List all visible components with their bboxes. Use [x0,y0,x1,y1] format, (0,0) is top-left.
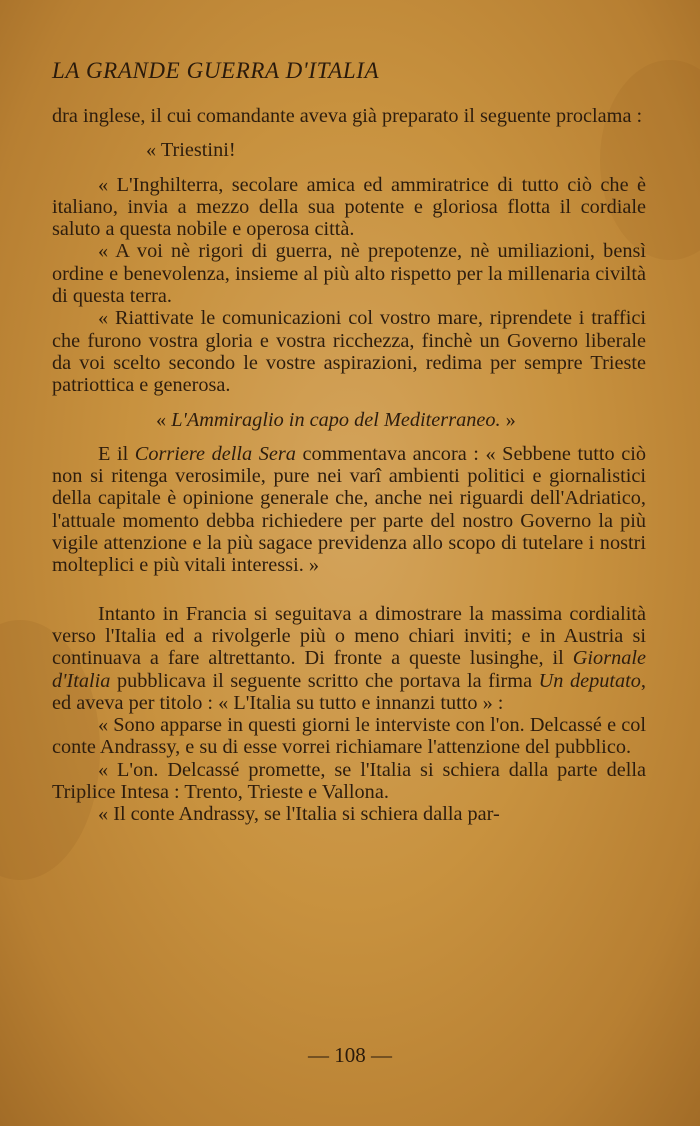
text-run: Intanto in Francia si seguitava a dimostrare la massima cordialità verso l'Italia ed a rivolgerle più o meno chiari inviti; e in Austria si continuava a fare altrettanto. Di fronte a queste lusinghe, il [52,602,646,670]
paragraph: « Sono apparse in questi giorni le interviste con l'on. Delcassé e col conte Andrassy, e su di esse vorrei richiamare l'attenzione del pubblico. [52,714,646,759]
newspaper-name: Corriere della Sera [134,442,296,465]
text-run: pubblicava il seguente scritto che portava la firma [110,669,539,692]
newspaper-name: Giornale d'Italia [52,647,646,692]
paragraph: « Riattivate le comunicazioni col vostro mare, riprendete i traffici che furono vostra gloria e vostra ricchezza, finchè un Governo liberale da voi scelto secondo le vostre aspirazioni, redima per sempre Trieste patriottica e generosa. [52,307,646,397]
paragraph: « Il conte Andrassy, se l'Italia si schiera dalla par- [98,803,500,826]
paragraph: « A voi nè rigori di guerra, nè prepotenze, nè umiliazioni, bensì ordine e benevolenza, insieme al più alto rispetto per la millenaria civiltà di questa terra. [52,240,646,308]
paragraph: dra inglese, il cui comandante aveva già preparato il seguente proclama : [52,105,643,127]
text-run: commentava ancora : « Sebbene tutto ciò non si ritenga verosimile, pure nei varî ambienti politici e giornalistici della capitale è opinione generale che, anche nei riguardi dell'Adriatico, l'attuale momento debba richiedere per parte del nostro Governo la più vigile attenzione e la più sagace previdenza allo scopo di tutelare i nostri molteplici e più vitali interessi. » [52,442,646,577]
paragraph [52,443,646,577]
signature-line [52,409,646,431]
salutation: « Triestini! [146,139,236,162]
paragraph [52,603,646,714]
text-run: E il [98,442,135,465]
signature-text: L'Ammiraglio in capo del Mediterraneo. [171,408,501,431]
quote-open: « [156,408,172,431]
page-body [52,105,646,826]
signature-name: Un deputato [538,669,641,692]
quote-close: » [500,408,516,431]
paragraph: « L'on. Delcassé promette, se l'Italia si schiera dalla parte della Triplice Intesa : Trento, Trieste e Vallona. [52,758,646,804]
text-run: , ed aveva per titolo : « L'Italia su tutto e innanzi tutto » : [52,669,646,714]
paragraph: « L'Inghilterra, secolare amica ed ammiratrice di tutto ciò che è italiano, invia a mezzo della sua potente e gloriosa flotta il cordiale saluto a questa nobile e operosa città. [52,173,646,241]
running-title: LA GRANDE GUERRA D'ITALIA [52,58,380,83]
page-number: — 108 — [308,1043,392,1067]
